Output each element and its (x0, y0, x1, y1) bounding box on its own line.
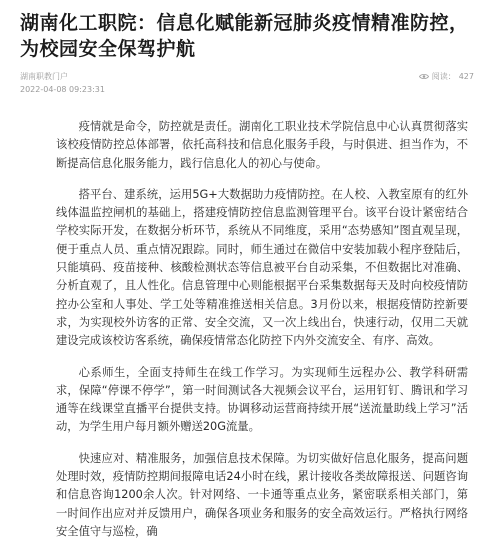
views-label: 阅读： (431, 72, 456, 81)
view-count (419, 70, 474, 83)
article-paragraph: 心系师生，全面支持师生在线工作学习。为实现师生远程办公、教学科研需求，保障“停课不停学”，第一时间测试各大视频会议平台，运用钉钉、腾讯和学习通等在线课堂直播平台提供支持。协调移动运营商持续开展“送流量助线上学习”活动，为学生用户每月额外赠送20G流量。 (56, 365, 468, 434)
article-title: 湖南化工职院：信息化赋能新冠肺炎疫情精准防控，为校园安全保驾护航 (20, 12, 469, 60)
views-count: 427 (458, 72, 474, 81)
article-source[interactable]: 湖南职教门户 (20, 72, 68, 81)
article-paragraph: 快速应对、精准服务，加强信息技术保障。为切实做好信息化服务，提高问题处理时效，疫情防控期间报障电话24小时在线，累计接收各类故障报送、问题咨询和信息咨询1200余人次。针对网络、一卡通等重点业务，紧密联系相关部门，第一时间作出应对并反馈用户，确保各项业务和服务的安全高效运行。严格执行网络安全值守与巡检，确 (56, 451, 468, 538)
article-paragraph: 搭平台、建系统，运用5G+大数据助力疫情防控。在人校、入教室原有的红外线体温监控闸机的基础上，搭建疫情防控信息监测管理平台。该平台设计紧密结合学校实际开发，在数据分析环节，系统从不同维度，采用“态势感知”图直观呈现，便于重点人员、重点情况跟踪。同时，师生通过在微信中安装加载小程序登陆后，只能填码、疫苗接种、核酸检测状态等信息被平台自动采集，不但数据比对准确、分析直观了，且人性化。信息管理中心则能根据平台采集数据每天及时向校疫情防控办公室和人事处、学工处等精准推送相关信息。3月份以来，根据疫情防控新要求，为实现校外访客的正常、安全交流，又一次上线出台，快速行动，仅用二天就建设完成该校访客系统，确保疫情常态化防控下内外交流安全、有序、高效。 (56, 187, 468, 348)
article-paragraph: 疫情就是命令，防控就是责任。湖南化工职业技术学院信息中心认真贯彻落实该校疫情防控总体部署，依托高科技和信息化服务手段，与时俱进、担当作为，不断提高信息化服务能力，践行信息化人的初心与使命。 (56, 120, 468, 170)
article-body (20, 118, 480, 541)
article-meta (20, 70, 480, 98)
eye-icon (419, 73, 429, 80)
article-date: 2022-04-08 09:23:31 (20, 85, 105, 94)
